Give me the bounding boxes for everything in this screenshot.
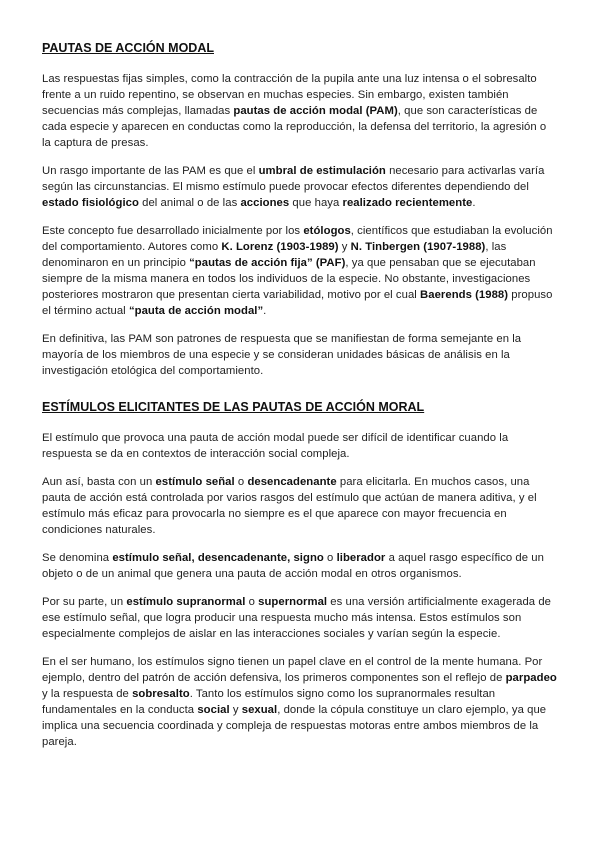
paragraph: En el ser humano, los estímulos signo tienen un papel clave en el control de la mente humana. Por ejemplo, dentro del patrón de acción defensiva, los primeros componentes son el reflejo de parpadeo y la respuesta de sobresalto. Tanto los estímulos signo como los supranormales resultan fundamentales en la conducta social y sexual, donde la cópula constituye un claro ejemplo, ya que implica una secuencia coordinada y compleja de respuestas motoras entre ambos miembros de la pareja.	[42, 656, 557, 748]
section-title-estimulos: ESTÍMULOS ELICITANTES DE LAS PAUTAS DE ACCIÓN MORAL	[42, 400, 425, 414]
paragraph: Se denomina estímulo señal, desencadenante, signo o liberador a aquel rasgo específico de un objeto o de un animal que genera una pauta de acción modal en otros organismos.	[42, 552, 544, 580]
paragraph: Un rasgo importante de las PAM es que el umbral de estimulación necesario para activarlas varía según las circunstancias. El mismo estímulo puede provocar efectos diferentes dependiendo del estado fisiológico del animal o de las acciones que haya realizado recientemente.	[42, 165, 545, 209]
paragraph: Las respuestas fijas simples, como la contracción de la pupila ante una luz intensa o el sobresalto frente a un ruido repentino, se observan en muchas especies. Sin embargo, existen también secuencias más complejas, llamadas pautas de acción modal (PAM), que son características de cada especie y aparecen en conductas como la reproducción, la defensa del territorio, la agresión o la captura de presas.	[42, 73, 547, 149]
paragraph: Este concepto fue desarrollado inicialmente por los etólogos, científicos que estudiaban la evolución del comportamiento. Autores como K. Lorenz (1903-1989) y N. Tinbergen (1907-1988), las denominaron en un principio “pautas de acción fija” (PAF), ya que pensaban que se ejecutaban siempre de la misma manera en todos los individuos de la especie. No obstante, investigaciones posteriores mostraron que presentan cierta variabilidad, motivo por el cual Baerends (1988) propuso el término actual “pauta de acción modal”.	[42, 225, 553, 317]
paragraph: Por su parte, un estímulo supranormal o supernormal es una versión artificialmente exagerada de ese estímulo señal, que logra producir una respuesta mucho más intensa. Estos estímulos son especialmente complejos de aislar en las interacciones sociales y varían según la especie.	[42, 596, 551, 640]
paragraph: El estímulo que provoca una pauta de acción modal puede ser difícil de identificar cuando la respuesta se da en contextos de interacción social compleja.	[42, 432, 509, 460]
paragraph: Aun así, basta con un estímulo señal o desencadenante para elicitarla. En muchos casos, una pauta de acción está controlada por varios rasgos del estímulo que actúan de manera aditiva, y el estímulo más eficaz para provocarla no siempre es el que aparece con mayor frecuencia en condiciones naturales.	[42, 476, 537, 536]
paragraph: En definitiva, las PAM son patrones de respuesta que se manifiestan de forma semejante en la mayoría de los miembros de una especie y se consideran unidades básicas de análisis en la investigación etológica del comportamiento.	[42, 333, 522, 377]
section-title-pautas: PAUTAS DE ACCIÓN MODAL	[42, 41, 214, 55]
